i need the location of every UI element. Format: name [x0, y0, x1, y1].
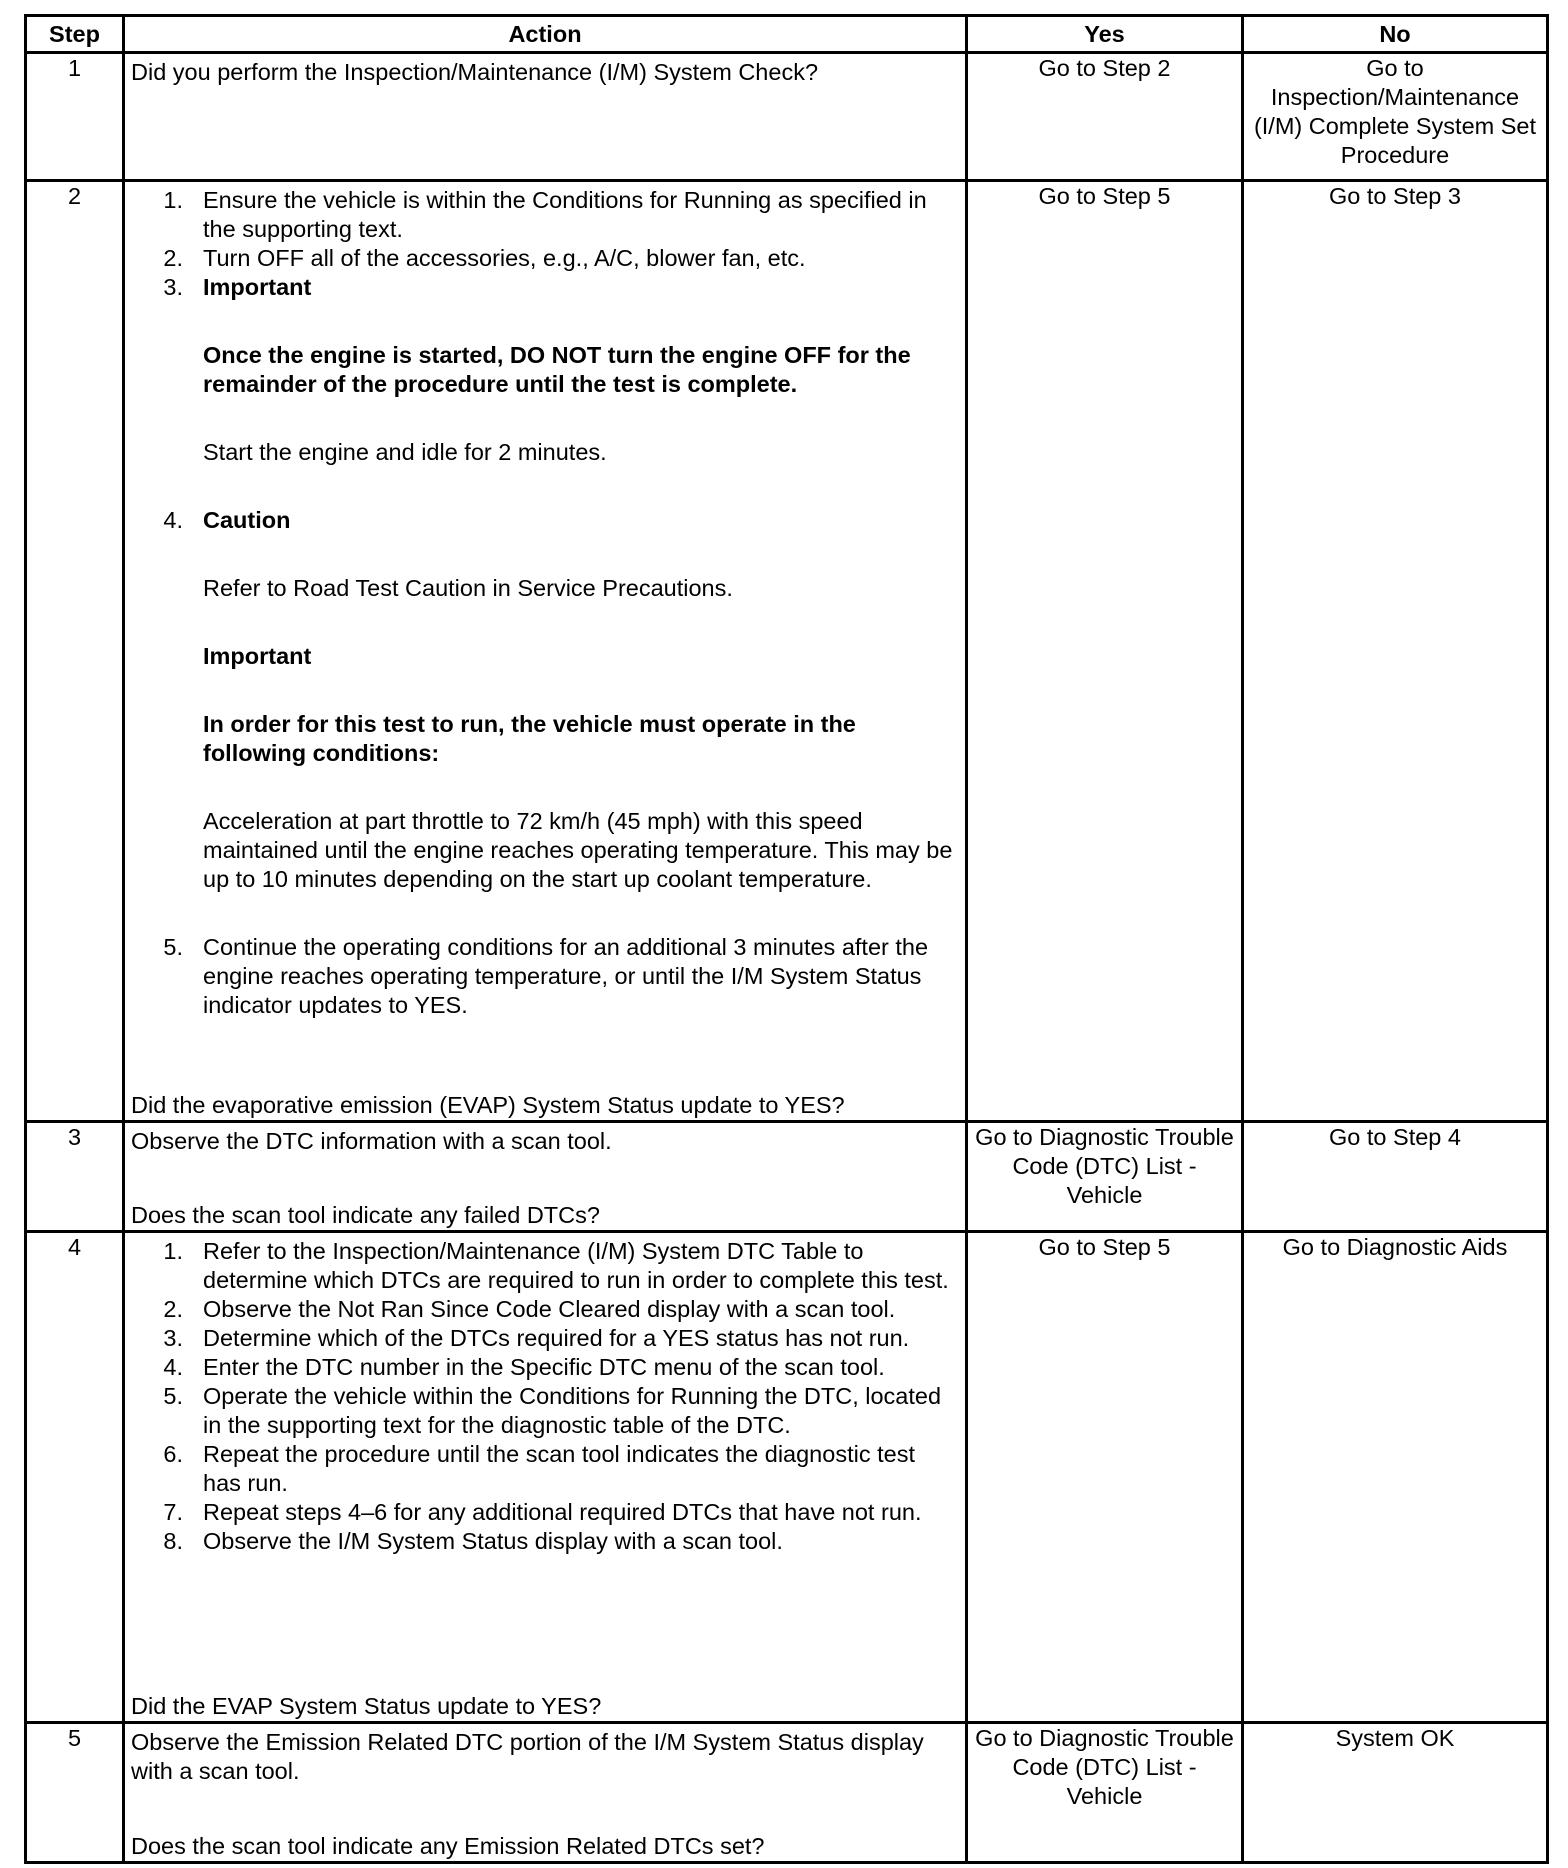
list-item: 8. Observe the I/M System Status display with a scan tool.	[163, 1527, 783, 1554]
list-item: 5. Operate the vehicle within the Conditions for Running the DTC, located in the supporting text for the diagnostic table of the DTC.	[163, 1382, 942, 1438]
no-cell: System OK	[1243, 1722, 1548, 1862]
list-item: 1. Refer to the Inspection/Maintenance (I/M) System DTC Table to determine which DTCs are required to run in order to complete this test.	[163, 1237, 949, 1293]
caution-note: Refer to Road Test Caution in Service Precautions.	[203, 575, 733, 602]
table-row	[26, 53, 1548, 181]
caution-label: Caution	[203, 507, 291, 534]
yes-cell: Go to Diagnostic Trouble Code (DTC) List - Vehicle	[967, 1121, 1243, 1231]
step-number: 2	[26, 181, 124, 1122]
list-item: 3. Important Once the engine is started, DO NOT turn the engine OFF for the remainder of the procedure until the test is complete. Start the engine and idle for 2 minutes.	[131, 273, 959, 506]
yes-cell: Go to Diagnostic Trouble Code (DTC) List - Vehicle	[967, 1722, 1243, 1862]
list-item: 1. Ensure the vehicle is within the Conditions for Running as specified in the supporting text.	[163, 187, 927, 243]
action-text: Observe the Emission Related DTC portion of the I/M System Status display with a scan tool.	[131, 1728, 924, 1784]
action-cell	[124, 181, 967, 1122]
header-action: Action	[124, 16, 967, 53]
list-item: 3. Determine which of the DTCs required for a YES status has not run.	[163, 1324, 910, 1351]
diagnostic-table	[24, 14, 1549, 1864]
list-item: 4. Caution Refer to Road Test Caution in Service Precautions. Important In order for this test to run, the vehicle must operate in the following conditions: Acceleration at part throttle to 72 km/h (45 mph) with this speed maintained until the engine reaches operating temperature. This may be up to 10 minutes depending on the start up coolant temperature.	[131, 506, 959, 933]
table-row	[26, 181, 1548, 1122]
header-row	[26, 16, 1548, 53]
no-cell: Go to Inspection/Maintenance (I/M) Complete System Set Procedure	[1243, 53, 1548, 181]
step-number: 5	[26, 1722, 124, 1862]
no-cell: Go to Step 4	[1243, 1121, 1548, 1231]
list-item: 4. Enter the DTC number in the Specific DTC menu of the scan tool.	[163, 1353, 885, 1380]
list-item: 5. Continue the operating conditions for an additional 3 minutes after the engine reaches operating temperature, or until the I/M System Status indicator updates to YES.	[163, 934, 929, 1019]
important-note: Once the engine is started, DO NOT turn the engine OFF for the remainder of the procedure until the test is complete.	[203, 342, 911, 398]
table-row	[26, 1231, 1548, 1722]
action-question: Does the scan tool indicate any failed DTCs?	[131, 1201, 600, 1228]
step-number: 4	[26, 1231, 124, 1722]
action-question: Does the scan tool indicate any Emission Related DTCs set?	[131, 1833, 765, 1859]
no-cell: Go to Step 3	[1243, 181, 1548, 1122]
procedure-list	[131, 1237, 959, 1556]
action-cell	[124, 53, 967, 181]
header-step: Step	[26, 16, 124, 53]
important-label: Important	[203, 643, 312, 670]
list-item: 2. Turn OFF all of the accessories, e.g., A/C, blower fan, etc.	[163, 245, 806, 272]
step-number: 1	[26, 53, 124, 181]
table-row	[26, 1722, 1548, 1862]
action-question: Did you perform the Inspection/Maintenance (I/M) System Check?	[131, 59, 819, 85]
yes-cell: Go to Step 2	[967, 53, 1243, 181]
header-no: No	[1243, 16, 1548, 53]
list-item: 6. Repeat the procedure until the scan tool indicates the diagnostic test has run.	[163, 1440, 915, 1496]
action-cell	[124, 1722, 967, 1862]
action-cell	[124, 1121, 967, 1231]
header-yes: Yes	[967, 16, 1243, 53]
list-item: 2. Observe the Not Ran Since Code Cleared display with a scan tool.	[163, 1295, 896, 1322]
no-cell: Go to Diagnostic Aids	[1243, 1231, 1548, 1722]
important-note: In order for this test to run, the vehicle must operate in the following conditions:	[203, 711, 856, 767]
yes-cell: Go to Step 5	[967, 181, 1243, 1122]
action-cell	[124, 1231, 967, 1722]
action-text: Observe the DTC information with a scan tool.	[131, 1127, 612, 1154]
list-item: 7. Repeat steps 4–6 for any additional required DTCs that have not run.	[163, 1498, 922, 1525]
yes-cell: Go to Step 5	[967, 1231, 1243, 1722]
table-row	[26, 1121, 1548, 1231]
action-question: Did the EVAP System Status update to YES?	[131, 1692, 602, 1719]
step-number: 3	[26, 1121, 124, 1231]
action-question: Did the evaporative emission (EVAP) System Status update to YES?	[131, 1091, 845, 1118]
procedure-list	[131, 186, 959, 1020]
important-label: Important	[203, 274, 312, 301]
